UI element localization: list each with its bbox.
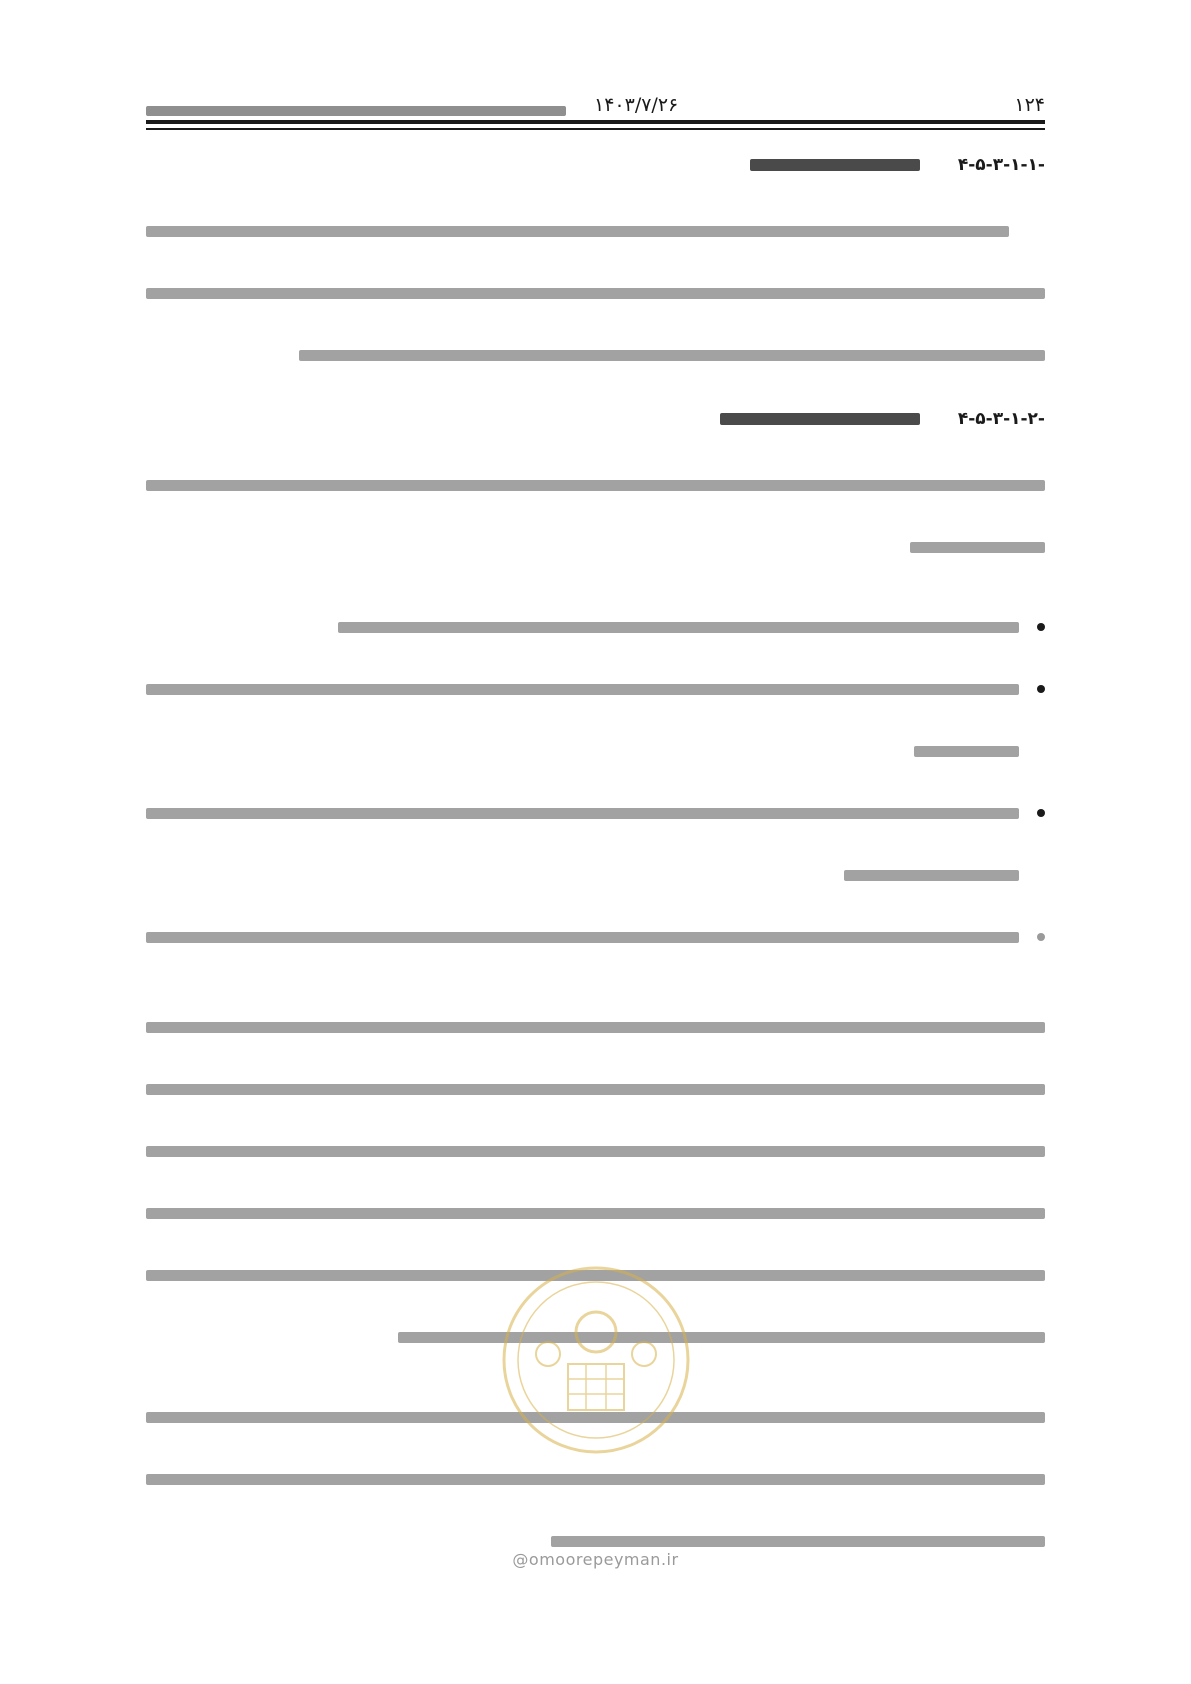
header-meta: [146, 94, 678, 116]
watermark-site: @omoorepeyman.ir: [512, 1550, 679, 1569]
text-line: [146, 480, 1045, 491]
text-line: [398, 1332, 1045, 1343]
text-line: [146, 1474, 1045, 1485]
text-line: [146, 1146, 1045, 1157]
text-line: [844, 870, 1019, 881]
paragraph-2: [146, 454, 1045, 578]
header-chapter-title-placeholder: [146, 106, 566, 116]
list-item: [146, 658, 1045, 782]
text-line: [910, 542, 1045, 553]
bullet-dot: [1037, 933, 1045, 941]
section-heading-1: [146, 150, 1045, 180]
list-item: [146, 906, 1045, 968]
list-item: [146, 782, 1045, 906]
header-rule-thin: [146, 128, 1045, 130]
header-rule-thick: [146, 120, 1045, 124]
bullet-dot: [1037, 809, 1045, 817]
text-line: [338, 622, 1019, 633]
text-line: [146, 1084, 1045, 1095]
text-line: [146, 288, 1045, 299]
text-line: [146, 684, 1019, 695]
text-line: [914, 746, 1019, 757]
seal-watermark-icon: [498, 1262, 694, 1458]
section-title-placeholder: [720, 413, 920, 425]
section-heading-2: [146, 404, 1045, 434]
text-line: [146, 932, 1019, 943]
text-line: [146, 226, 1009, 237]
section-number: ۴-۵-۳-۱-۲-: [957, 409, 1045, 429]
header-date: ۱۴۰۳/۷/۲۶: [594, 94, 679, 116]
bullet-list: [146, 596, 1045, 968]
section-number: ۴-۵-۳-۱-۱-: [957, 155, 1045, 175]
running-header: [146, 80, 1045, 116]
paragraph-1: [146, 200, 1045, 386]
bullet-dot: [1037, 685, 1045, 693]
text-line: [146, 1208, 1045, 1219]
page-number: ۱۲۴: [1014, 94, 1045, 116]
text-line: [146, 808, 1019, 819]
text-line: [146, 1022, 1045, 1033]
text-line: [299, 350, 1045, 361]
section-title-placeholder: [750, 159, 920, 171]
text-line: [551, 1536, 1045, 1547]
bullet-dot: [1037, 623, 1045, 631]
list-item: [146, 596, 1045, 658]
